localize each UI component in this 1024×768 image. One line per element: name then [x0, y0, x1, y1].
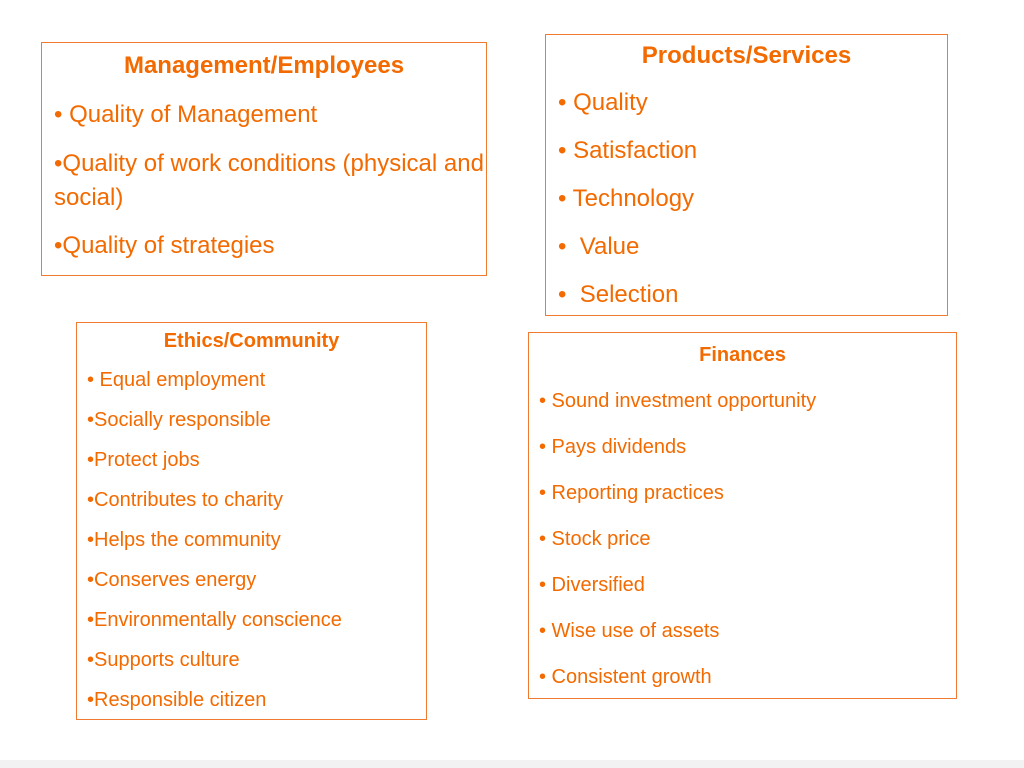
list-item: • Satisfaction [558, 137, 698, 164]
list-item: •Responsible citizen [87, 689, 267, 711]
list-item: • Wise use of assets [539, 620, 720, 642]
ethics-community-box [76, 322, 427, 720]
management-employees-list [54, 98, 491, 263]
list-item: • Diversified [539, 574, 645, 596]
list-item: •Protect jobs [87, 449, 200, 471]
finances-box [528, 332, 957, 699]
management-employees-box [41, 42, 491, 276]
products-services-title: Products/Services [641, 42, 852, 69]
products-services-box [545, 34, 948, 316]
list-item: • Sound investment opportunity [539, 390, 817, 412]
finances-list [539, 388, 956, 690]
list-item: • Selection [558, 281, 679, 308]
list-item: • Technology [558, 185, 695, 212]
list-item: • Quality of Management [54, 101, 318, 128]
list-item: • Reporting practices [539, 482, 724, 504]
list-item: •Quality of work conditions (physical and social) [54, 150, 491, 211]
list-item: • Equal employment [87, 369, 266, 391]
list-item: •Quality of strategies [54, 232, 275, 259]
ethics-community-list [87, 367, 426, 713]
ethics-community-title: Ethics/Community [163, 330, 340, 352]
list-item: • Value [558, 233, 640, 260]
list-item: •Contributes to charity [87, 489, 283, 511]
list-item: • Consistent growth [539, 666, 712, 688]
list-item: • Quality [558, 89, 648, 116]
finances-title: Finances [699, 344, 786, 366]
bottom-divider [0, 760, 1024, 768]
list-item: •Conserves energy [87, 569, 257, 591]
list-item: • Stock price [539, 528, 651, 550]
list-item: •Socially responsible [87, 409, 271, 431]
list-item: • Pays dividends [539, 436, 687, 458]
list-item: •Supports culture [87, 649, 240, 671]
management-employees-title: Management/Employees [123, 52, 405, 79]
list-item: •Helps the community [87, 529, 281, 551]
products-services-list [558, 87, 947, 311]
list-item: •Environmentally conscience [87, 609, 342, 631]
